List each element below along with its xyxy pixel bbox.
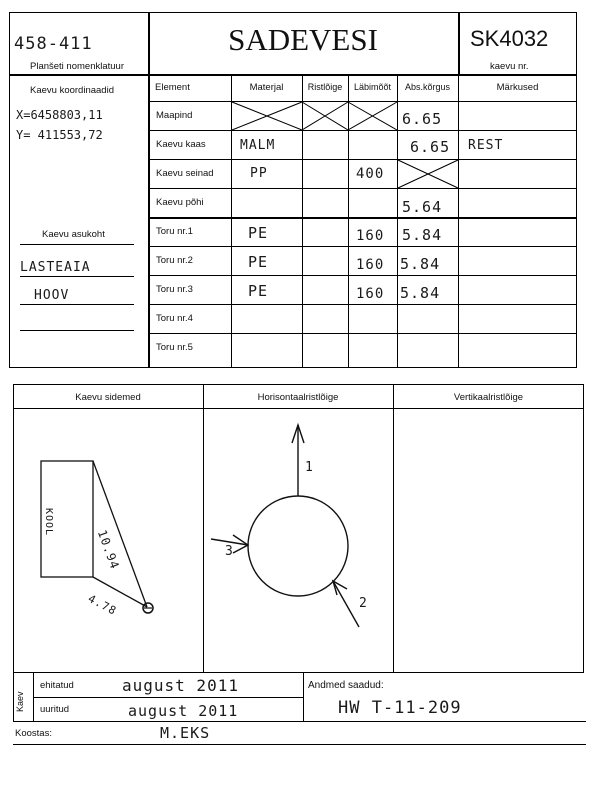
well-number: SK4032	[470, 26, 549, 51]
well-label: kaevu nr.	[490, 61, 529, 72]
kaas-height: 6.65	[410, 138, 451, 156]
pipe-label-3: 3	[225, 544, 234, 559]
built-label: ehitatud	[40, 680, 74, 691]
section-ties-title: Kaevu sidemed	[75, 392, 141, 403]
seinad-diameter: 400	[356, 166, 385, 182]
row-label: Toru nr.4	[156, 313, 193, 324]
col-element: Element	[155, 82, 190, 93]
maapind-height: 6.65	[402, 110, 443, 128]
col-notes: Märkused	[496, 82, 539, 93]
toru1-material: PE	[248, 224, 269, 242]
coord-y: Y= 411553,72	[16, 128, 103, 142]
toru3-height: 5.84	[400, 284, 441, 302]
pipe-label-2: 2	[359, 596, 368, 611]
building-label: KOOL	[43, 508, 54, 537]
surveyed-label: uuritud	[40, 704, 70, 715]
toru3-material: PE	[248, 282, 269, 300]
author-label: Koostas:	[15, 728, 52, 739]
author-value: M.EKS	[160, 724, 211, 742]
seinad-material: PP	[250, 166, 268, 181]
sheet-label: Planšeti nomenklatuur	[30, 61, 124, 72]
row-label: Kaevu seinad	[156, 168, 214, 179]
row-label: Toru nr.3	[156, 284, 193, 295]
tie-distance-1: 10.94	[94, 528, 123, 572]
pipe-label-1: 1	[305, 460, 314, 475]
toru1-height: 5.84	[402, 226, 443, 244]
coords-label: Kaevu koordinaadid	[30, 85, 114, 96]
built-value: august 2011	[122, 676, 239, 695]
tie-distance-2: 4.78	[85, 592, 119, 618]
source-label: Andmed saadud:	[308, 680, 384, 691]
col-material: Materjal	[249, 82, 284, 93]
location-label: Kaevu asukoht	[42, 229, 105, 240]
row-label: Toru nr.5	[156, 342, 193, 353]
sheet-code: 458-411	[14, 34, 93, 54]
col-abs-height: Abs.kõrgus	[404, 82, 451, 92]
col-cross-section: Ristlõige	[307, 82, 343, 92]
col-diameter: Läbimõõt	[353, 82, 392, 92]
row-label: Maapind	[156, 110, 193, 121]
location-line-2: HOOV	[34, 288, 70, 303]
well-side-label: Kaev	[15, 691, 25, 712]
toru2-diameter: 160	[356, 257, 385, 273]
surveyed-value: august 2011	[128, 702, 239, 720]
toru2-material: PE	[248, 253, 269, 271]
cross-marks	[0, 0, 614, 370]
page-title: SADEVESI	[228, 22, 378, 57]
toru3-diameter: 160	[356, 286, 385, 302]
section-horizontal-title: Horisontaalristlõige	[257, 392, 339, 403]
row-label: Kaevu põhi	[156, 197, 204, 208]
row-label: Toru nr.1	[156, 226, 193, 237]
horizontal-section-sketch	[203, 409, 393, 671]
row-label: Toru nr.2	[156, 255, 193, 266]
location-line-1: LASTEAIA	[20, 260, 91, 275]
section-vertical-title: Vertikaalristlõige	[453, 392, 524, 403]
source-value: HW T-11-209	[338, 698, 462, 718]
toru1-diameter: 160	[356, 228, 385, 244]
toru2-height: 5.84	[400, 255, 441, 273]
pohi-height: 5.64	[402, 198, 443, 216]
kaas-note: REST	[468, 138, 504, 153]
row-label: Kaevu kaas	[156, 139, 206, 150]
coord-x: X=6458803,11	[16, 108, 103, 122]
kaas-material: MALM	[240, 138, 276, 153]
